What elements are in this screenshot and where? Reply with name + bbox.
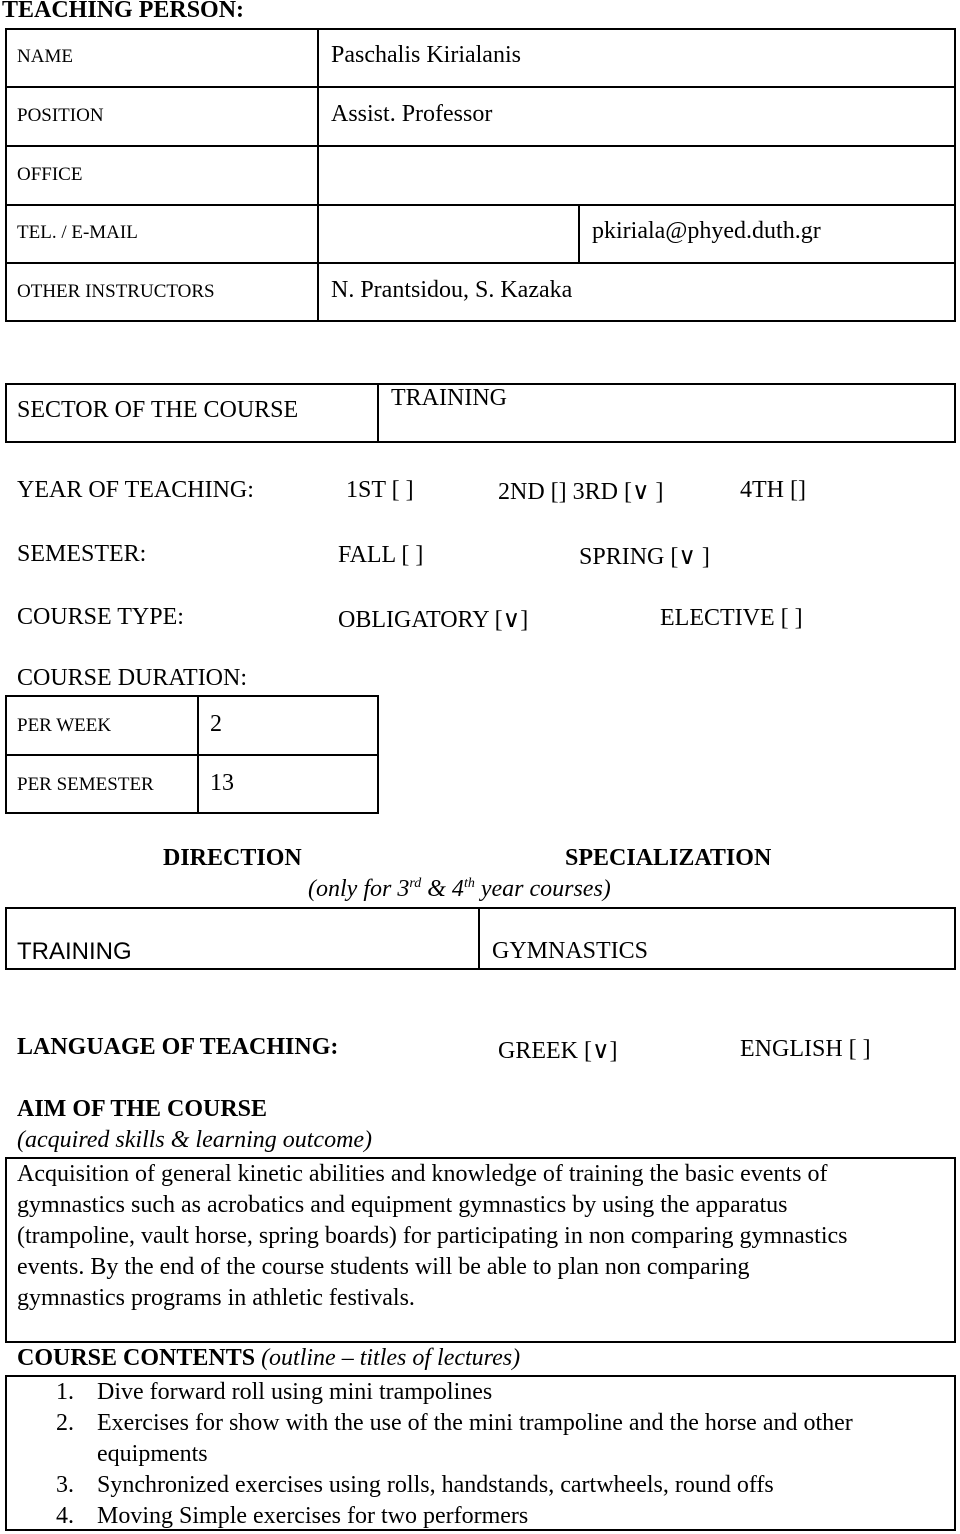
- duration-label: COURSE DURATION:: [17, 665, 248, 691]
- aim-line: (trampoline, vault horse, spring boards) for participating in non comparing gymnastics: [17, 1223, 848, 1249]
- course-type-label: COURSE TYPE:: [17, 604, 184, 630]
- aim-line: Acquisition of general kinetic abilities and knowledge of training the basic events of: [17, 1161, 828, 1187]
- other-instructors-value: N. Prantsidou, S. Kazaka: [331, 277, 573, 303]
- contents-list: [0, 1377, 960, 1532]
- teaching-person-heading: TEACHING PERSON:: [2, 0, 245, 23]
- specialization-value: GYMNASTICS: [492, 938, 649, 964]
- other-instructors-label: OTHER INSTRUCTORS: [17, 281, 215, 302]
- name-value: Paschalis Kirialanis: [331, 42, 521, 68]
- course-type-obligatory: OBLIGATORY [∨]: [338, 607, 529, 633]
- language-greek: GREEK [∨]: [498, 1038, 618, 1064]
- email-value[interactable]: pkiriala@phyed.duth.gr: [592, 218, 821, 244]
- aim-line: gymnastics programs in athletic festivals.: [17, 1285, 415, 1311]
- semester-spring: SPRING [∨ ]: [579, 544, 710, 570]
- language-english: ENGLISH [ ]: [740, 1036, 871, 1062]
- list-item: 2. Exercises for show with the use of the mini trampoline and the horse and other: [56, 1410, 853, 1436]
- per-week-value: 2: [210, 711, 222, 737]
- direction-note: (only for 3rd & 4th year courses): [308, 876, 611, 902]
- course-type-elective: ELECTIVE [ ]: [660, 605, 803, 631]
- aim-title: AIM OF THE COURSE: [17, 1096, 268, 1122]
- direction-label: DIRECTION: [163, 845, 302, 871]
- position-value: Assist. Professor: [331, 101, 493, 127]
- contents-heading: [17, 1345, 520, 1372]
- year-option-4th: 4TH []: [740, 477, 806, 503]
- aim-text: [17, 1159, 847, 1314]
- name-label: NAME: [17, 46, 73, 67]
- tel-email-label: TEL. / E-MAIL: [17, 222, 138, 243]
- contents-title: COURSE CONTENTS: [17, 1345, 256, 1371]
- sector-value: TRAINING: [391, 385, 507, 411]
- list-item: 3. Synchronized exercises using rolls, handstands, cartwheels, round offs: [56, 1472, 774, 1498]
- year-label: YEAR OF TEACHING:: [17, 477, 254, 503]
- direction-value: TRAINING: [17, 938, 132, 965]
- year-option-2nd-3rd: 2ND [] 3RD [∨ ]: [498, 479, 664, 505]
- per-semester-value: 13: [210, 770, 234, 796]
- language-label: LANGUAGE OF TEACHING:: [17, 1034, 339, 1060]
- list-item-continuation: equipments: [97, 1441, 208, 1467]
- direction-table: [5, 907, 956, 970]
- list-item: 4. Moving Simple exercises for two performers: [56, 1503, 529, 1529]
- list-item: 1. Dive forward roll using mini trampolines: [56, 1379, 493, 1405]
- specialization-label: SPECIALIZATION: [565, 845, 772, 871]
- office-label: OFFICE: [17, 164, 83, 185]
- aim-line: events. By the end of the course students will be able to plan non comparing: [17, 1254, 750, 1280]
- contents-subtitle: (outline – titles of lectures): [261, 1345, 521, 1371]
- sector-label: SECTOR OF THE COURSE: [17, 397, 299, 423]
- position-label: POSITION: [17, 105, 104, 126]
- year-option-1st: 1ST [ ]: [346, 477, 414, 503]
- per-semester-label: PER SEMESTER: [17, 774, 154, 795]
- semester-fall: FALL [ ]: [338, 542, 424, 568]
- aim-subtitle: (acquired skills & learning outcome): [17, 1127, 373, 1153]
- aim-line: gymnastics such as acrobatics and equipment gymnastics by using the apparatus: [17, 1192, 788, 1218]
- per-week-label: PER WEEK: [17, 715, 112, 736]
- semester-label: SEMESTER:: [17, 541, 147, 567]
